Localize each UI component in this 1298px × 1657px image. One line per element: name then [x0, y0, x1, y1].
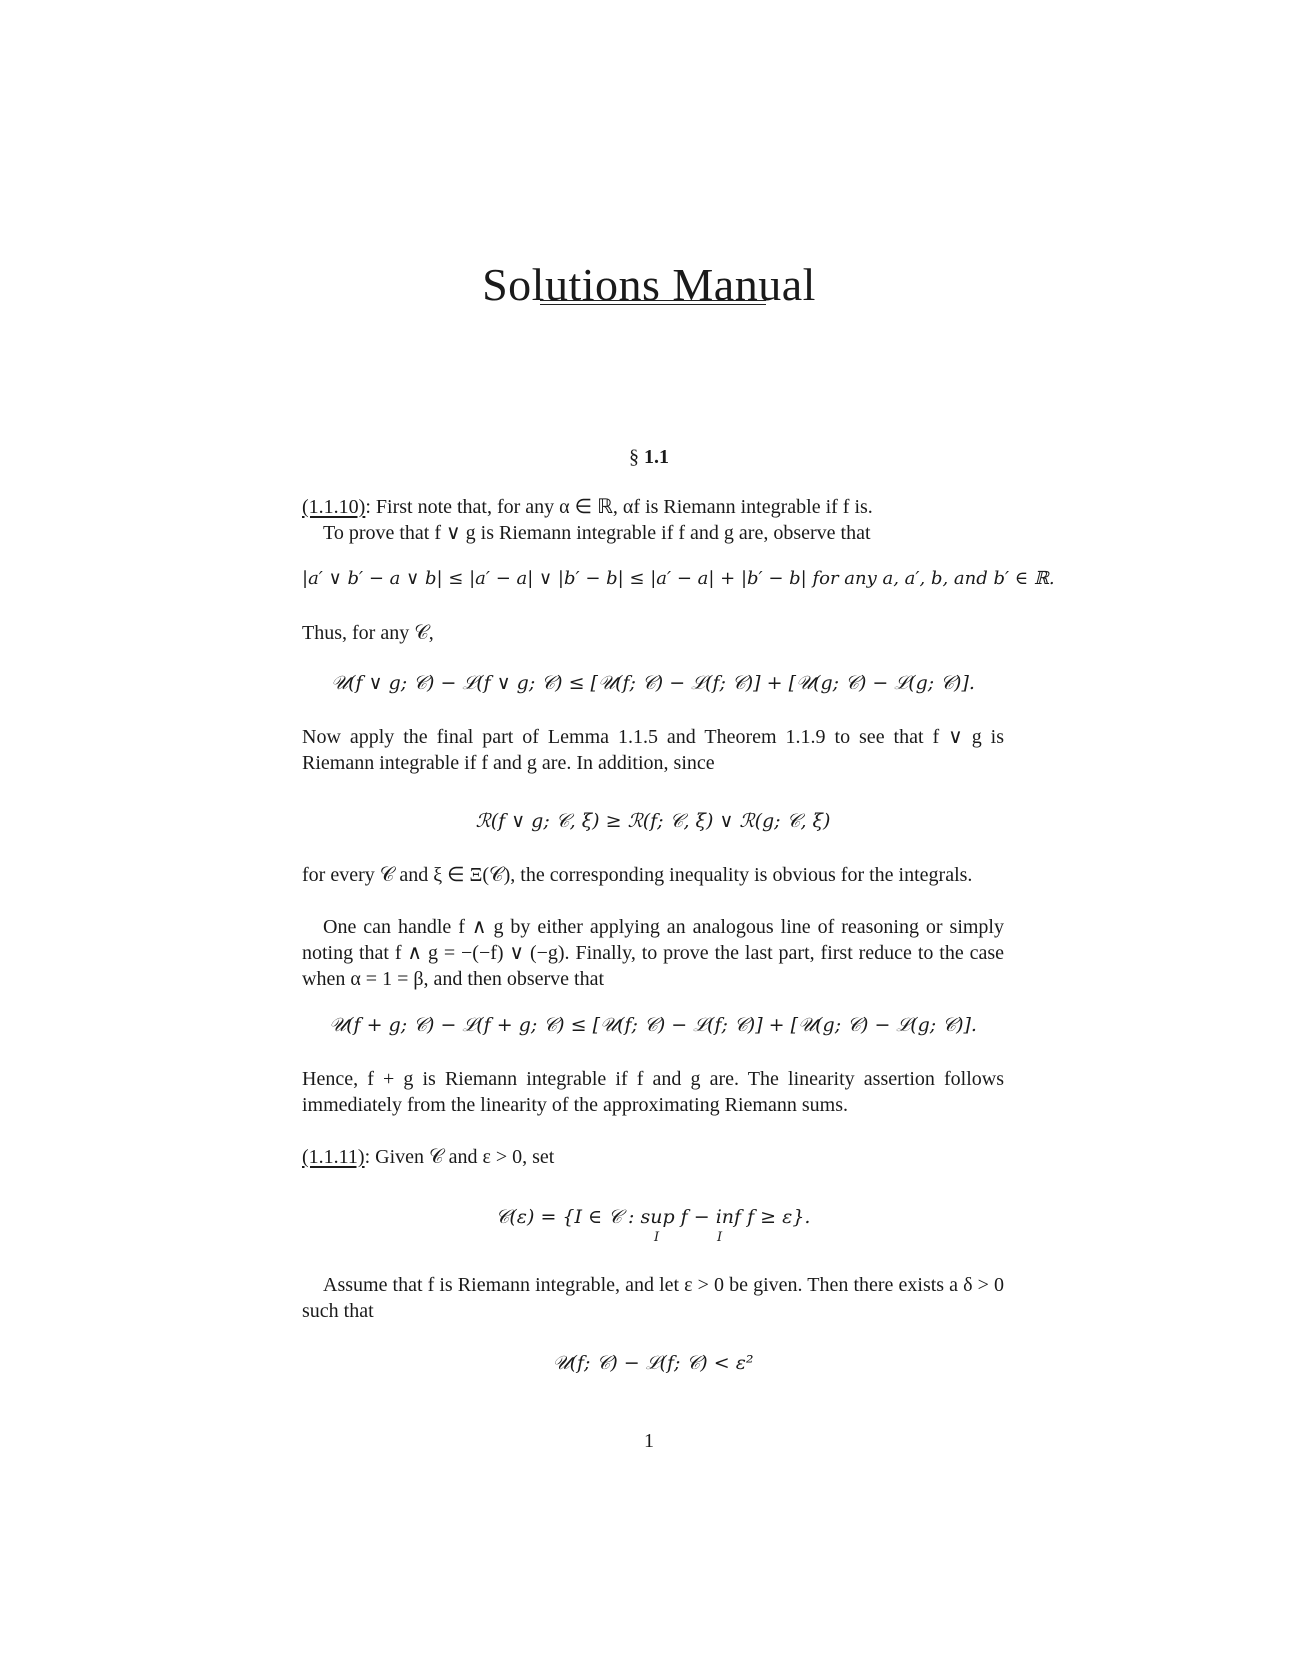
equation-epsilon-squared: 𝒰(f; 𝒞) − ℒ(f; 𝒞) < ε²	[552, 1352, 754, 1374]
problem-1110-intro	[302, 494, 1004, 520]
page-title: Solutions Manual	[482, 259, 816, 310]
problem-1110-line1: : First note that, for any α ∈ ℝ, αf is Riemann integrable if f is.	[365, 496, 873, 518]
title-rule-bottom	[540, 304, 766, 305]
equation-sup-subscript: I	[654, 1230, 660, 1245]
problem-1110-thus: Thus, for any 𝒞,	[302, 622, 434, 644]
problem-1111-para1: Assume that f is Riemann integrable, and let ε > 0 be given. Then there exists a δ > 0 such that	[302, 1274, 1004, 1322]
problem-1110-para2: Now apply the final part of Lemma 1.1.5 and Theorem 1.1.9 to see that f ∨ g is Riemann integrable if f and g are. In addition, since	[302, 726, 1004, 774]
equation-riemann-sum-max: ℛ(f ∨ g; 𝒞, ξ) ≥ ℛ(f; 𝒞, ξ) ∨ ℛ(g; 𝒞, ξ)	[475, 810, 831, 832]
equation-upper-lower-sum: 𝒰(f + g; 𝒞) − ℒ(f + g; 𝒞) ≤ [𝒰(f; 𝒞) − ℒ(f; 𝒞)] + [𝒰(g; 𝒞) − ℒ(g; 𝒞)].	[329, 1014, 977, 1036]
section-number: 1.1	[644, 446, 669, 468]
problem-1111-intro	[302, 1144, 1004, 1170]
problem-1110-para3: for every 𝒞 and ξ ∈ Ξ(𝒞), the corresponding inequality is obvious for the integrals.	[302, 864, 973, 886]
problem-ref-1110: (1.1.10)	[302, 496, 366, 518]
equation-c-epsilon-body: 𝒞(ε) = {I ∈ 𝒞 : sup f − inf f ≥ ε}.	[495, 1206, 811, 1228]
problem-1110-para4: One can handle f ∧ g by either applying an analogous line of reasoning or simply noting that f ∧ g = −(−f) ∨ (−g). Finally, to prove the last part, first reduce to the case when α = 1 = β, and then observe that	[302, 916, 1004, 990]
problem-1110-para5: Hence, f + g is Riemann integrable if f and g are. The linearity assertion follows immediately from the linearity of the approximating Riemann sums.	[302, 1068, 1004, 1116]
problem-1111-line1: : Given 𝒞 and ε > 0, set	[364, 1146, 555, 1168]
equation-c-epsilon	[302, 1206, 1004, 1245]
equation-upper-lower-max: 𝒰(f ∨ g; 𝒞) − ℒ(f ∨ g; 𝒞) ≤ [𝒰(f; 𝒞) − ℒ(f; 𝒞)] + [𝒰(g; 𝒞) − ℒ(g; 𝒞)].	[331, 672, 975, 694]
page-number: 1	[644, 1430, 654, 1452]
section-symbol: §	[629, 446, 639, 468]
problem-ref-1111: (1.1.11)	[302, 1146, 365, 1168]
equation-inf-subscript: I	[717, 1230, 723, 1245]
equation-max-inequality: |a′ ∨ b′ − a ∨ b| ≤ |a′ − a| ∨ |b′ − b| ≤ |a′ − a| + |b′ − b| for any a, a′, b, and b′ ∈ ℝ.	[302, 568, 1055, 589]
section-heading	[0, 446, 1298, 469]
title-rule-top	[540, 300, 766, 301]
problem-1110-line2: To prove that f ∨ g is Riemann integrable if f and g are, observe that	[323, 522, 871, 544]
